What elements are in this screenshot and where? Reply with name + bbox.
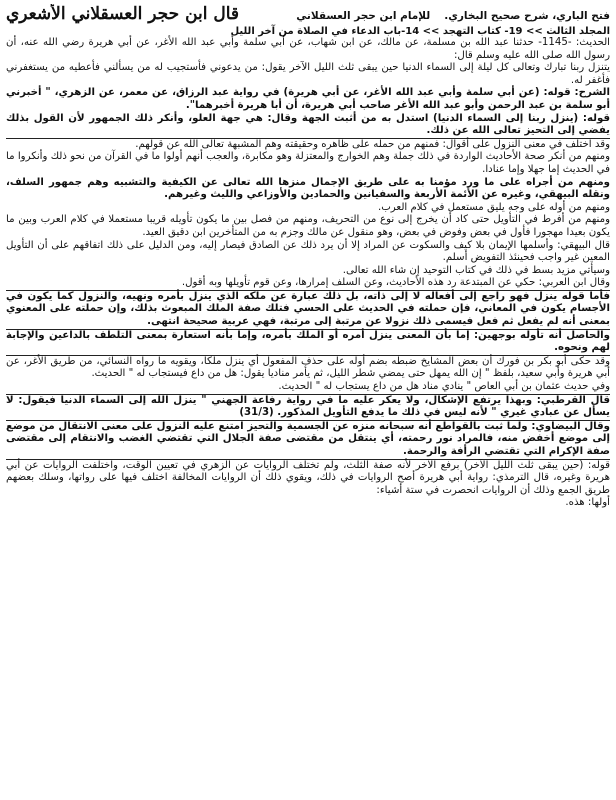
commentary-paragraph: قال البيهقي: وأسلمها الإيمان بلا كيف والسكوت عن المراد إلا أن يرد ذلك عن الصادق فيصار إليه، ومن الدليل على ذلك اتفاقهم على أن التأويل المعين غير واجب فحينئذ التفويض أسلم.: [6, 239, 610, 264]
document-page: [6, 4, 610, 796]
book-line: [296, 4, 610, 22]
commentary-paragraph: ومنهم من أجراه على ما ورد مؤمنا به على طريق الإجمال منزها الله تعالى عن الكيفية والتشبيه وهم جمهور السلف، ونقله البيهقي، وغيره عن الأئمة الأربعة والسفيانين والحمادين والأوزاعي والليث وغيرهم.: [6, 176, 610, 201]
commentary-paragraph: ومنهم من أوله على وجه يليق مستعمل في كلام العرب.: [377, 201, 610, 213]
commentary-paragraph: الشرح: قوله: (عن أبي سلمة وأبي عبد الله الأغر، عن أبي هريرة) في رواية عبد الرزاق، عن معمر، عن الزهري، " أخبرني أبو سلمة بن عبد الرحمن وأبو عبد الله الأغر صاحب أبي هريرة، أن أبا هريرة أخبرهما".: [6, 87, 610, 111]
author-line: للإمام ابن حجر العسقلاني: [296, 10, 431, 22]
commentary-paragraph: وقال ابن العربي: حكي عن المبتدعة رد هذه الأحاديث، وعن السلف إمرارها، وعن قوم تأويلها وبه أقول.: [6, 277, 610, 291]
commentary-paragraph: وقد حكى أبو بكر بن فورك أن بعض المشايخ ضبطه بضم أوله على حذف المفعول أي ينزل ملكا، ويقويه ما رواه النسائي، من طريق الأغر، عن أبي هريرة وأبي سعيد، بلفظ " إن الله يمهل حتى يمضي شطر الليل، ثم يأمر مناديا يقول: هل من داع فيستجاب له " الحديث.: [6, 355, 610, 380]
header-right-block: [296, 4, 610, 22]
commentary-paragraph: والحاصل أنه تأوله بوجهين: إما بأن المعنى ينزل أمره أو الملك بأمره، وإما بأنه استعارة بمعنى التلطف بالداعين والإجابة لهم ونحوه.: [6, 330, 610, 356]
hadith-text: يتنزل ربنا تبارك وتعالى كل ليلة إلى السماء الدنيا حين يبقى ثلث الليل الآخر يقول: من يدعوني فأستجيب له من يسألني فأعطيه من يستغفرني فأغفر له.: [6, 62, 610, 86]
commentary-paragraph: وسيأتي مزيد بسط في ذلك في كتاب التوحيد إن شاء الله تعالى.: [342, 264, 610, 276]
book-title: فتح الباري، شرح صحيح البخاري.: [444, 10, 610, 22]
commentary-paragraph: ومنهم من أفرط في التأويل حتى كاد أن يخرج إلى نوع من التحريف، ومنهم من فصل بين ما يكون تأويله قريبا مستعملا في كلام العرب وبين ما يكون بعيدا مهجورا فأول في بعض وفوض في بعض، وهو منقول عن مالك وجزم به من المتأخرين ابن دقيق العيد.: [6, 214, 610, 238]
commentary-paragraph: قوله: (ينزل ربنا إلى السماء الدنيا) استدل به من أثبت الجهة وقال: هي جهة العلو، وأنكر ذلك الجمهور لأن القول بذلك يفضي إلى التحيز تعالى الله عن ذلك.: [6, 113, 610, 139]
commentary-paragraph: ومنهم من أنكر صحة الأحاديث الواردة في ذلك جملة وهم الخوارج والمعتزلة وهو مكابرة، والعجب أنهم أولوا ما في القرآن من نحو ذلك وأنكروا ما في الحديث إما جهلا وإما عنادا.: [6, 151, 610, 175]
commentary-paragraph: أولها: هذه.: [565, 497, 610, 509]
commentary-paragraph: وفي حديث عثمان بن أبي العاص " ينادي مناد هل من داع يستجاب له " الحديث.: [6, 381, 610, 395]
hadith-chain: الحديث: -1145- حدثنا عبد الله بن مسلمة، عن مالك، عن ابن شهاب، عن أبي سلمة وأبي عبد الله الأغر، عن أبي هريرة رضي الله عنه، أن رسول الله صلى الله عليه وسلم قال:: [6, 37, 610, 61]
commentary-paragraph: وقال البيضاوي: ولما ثبت بالقواطع أنه سبحانه منزه عن الجسمية والتحيز امتنع عليه النزول على معنى الانتقال من موضع إلى موضع أخفض منه، فالمراد نور رحمته، أي ينتقل من مقتضى صفة الجلال التي تقتضي الغضب والانتقام إلى مقتضى صفة الإكرام التي تقتضي الرأفة والرحمة.: [6, 421, 610, 460]
commentary-paragraph: فأما قوله ينزل فهو راجع إلى أفعاله لا إلى ذاته، بل ذلك عبارة عن ملكه الذي ينزل بأمره ونهيه، والنزول كما يكون في الأجسام يكون في المعاني، فإن حملته في الحديث على الحسي فتلك صفة الملك المبعوث بذلك، وإن حملته على المعنوي بمعنى أنه لم يفعل ثم فعل فيسمى ذلك نزولا عن مرتبة إلى مرتبة، فهي عربية صحيحة انتهى.: [6, 291, 610, 330]
source-reference: المجلد الثالث >> 19- كتاب التهجد >> 14-باب الدعاء في الصلاة من آخر الليل: [230, 26, 610, 37]
commentary-paragraph: وقد اختلف في معنى النزول على أقوال: فمنهم من حمله على ظاهره وحقيقته وهم المشبهة تعالى الله عن قولهم.: [135, 138, 610, 150]
commentary-paragraph: قوله: (حين يبقى ثلث الليل الآخر) برفع الآخر لأنه صفة الثلث، ولم تختلف الروايات عن الزهري في تعيين الوقت، واختلفت الروايات عن أبي هريرة وغيره، قال الترمذي: رواية أبي هريرة أصح الروايات في ذلك، ويقوي ذلك أن الروايات المخالفة اختلف فيها على رواتها، وسلك بعضهم طريق الجمع وذلك أن الروايات انحصرت في ستة أشياء:: [6, 459, 610, 496]
page-title: قال ابن حجر العسقلاني الأشعري: [6, 4, 240, 24]
commentary-paragraph: قال القرطبي: وبهذا يرتفع الإشكال، ولا يعكر عليه ما في رواية رفاعة الجهني " ينزل الله إلى السماء الدنيا فيقول: لا يسأل عن عبادي غيري " لأنه ليس في ذلك ما يدفع التأويل المذكور. (31/3): [6, 395, 610, 421]
